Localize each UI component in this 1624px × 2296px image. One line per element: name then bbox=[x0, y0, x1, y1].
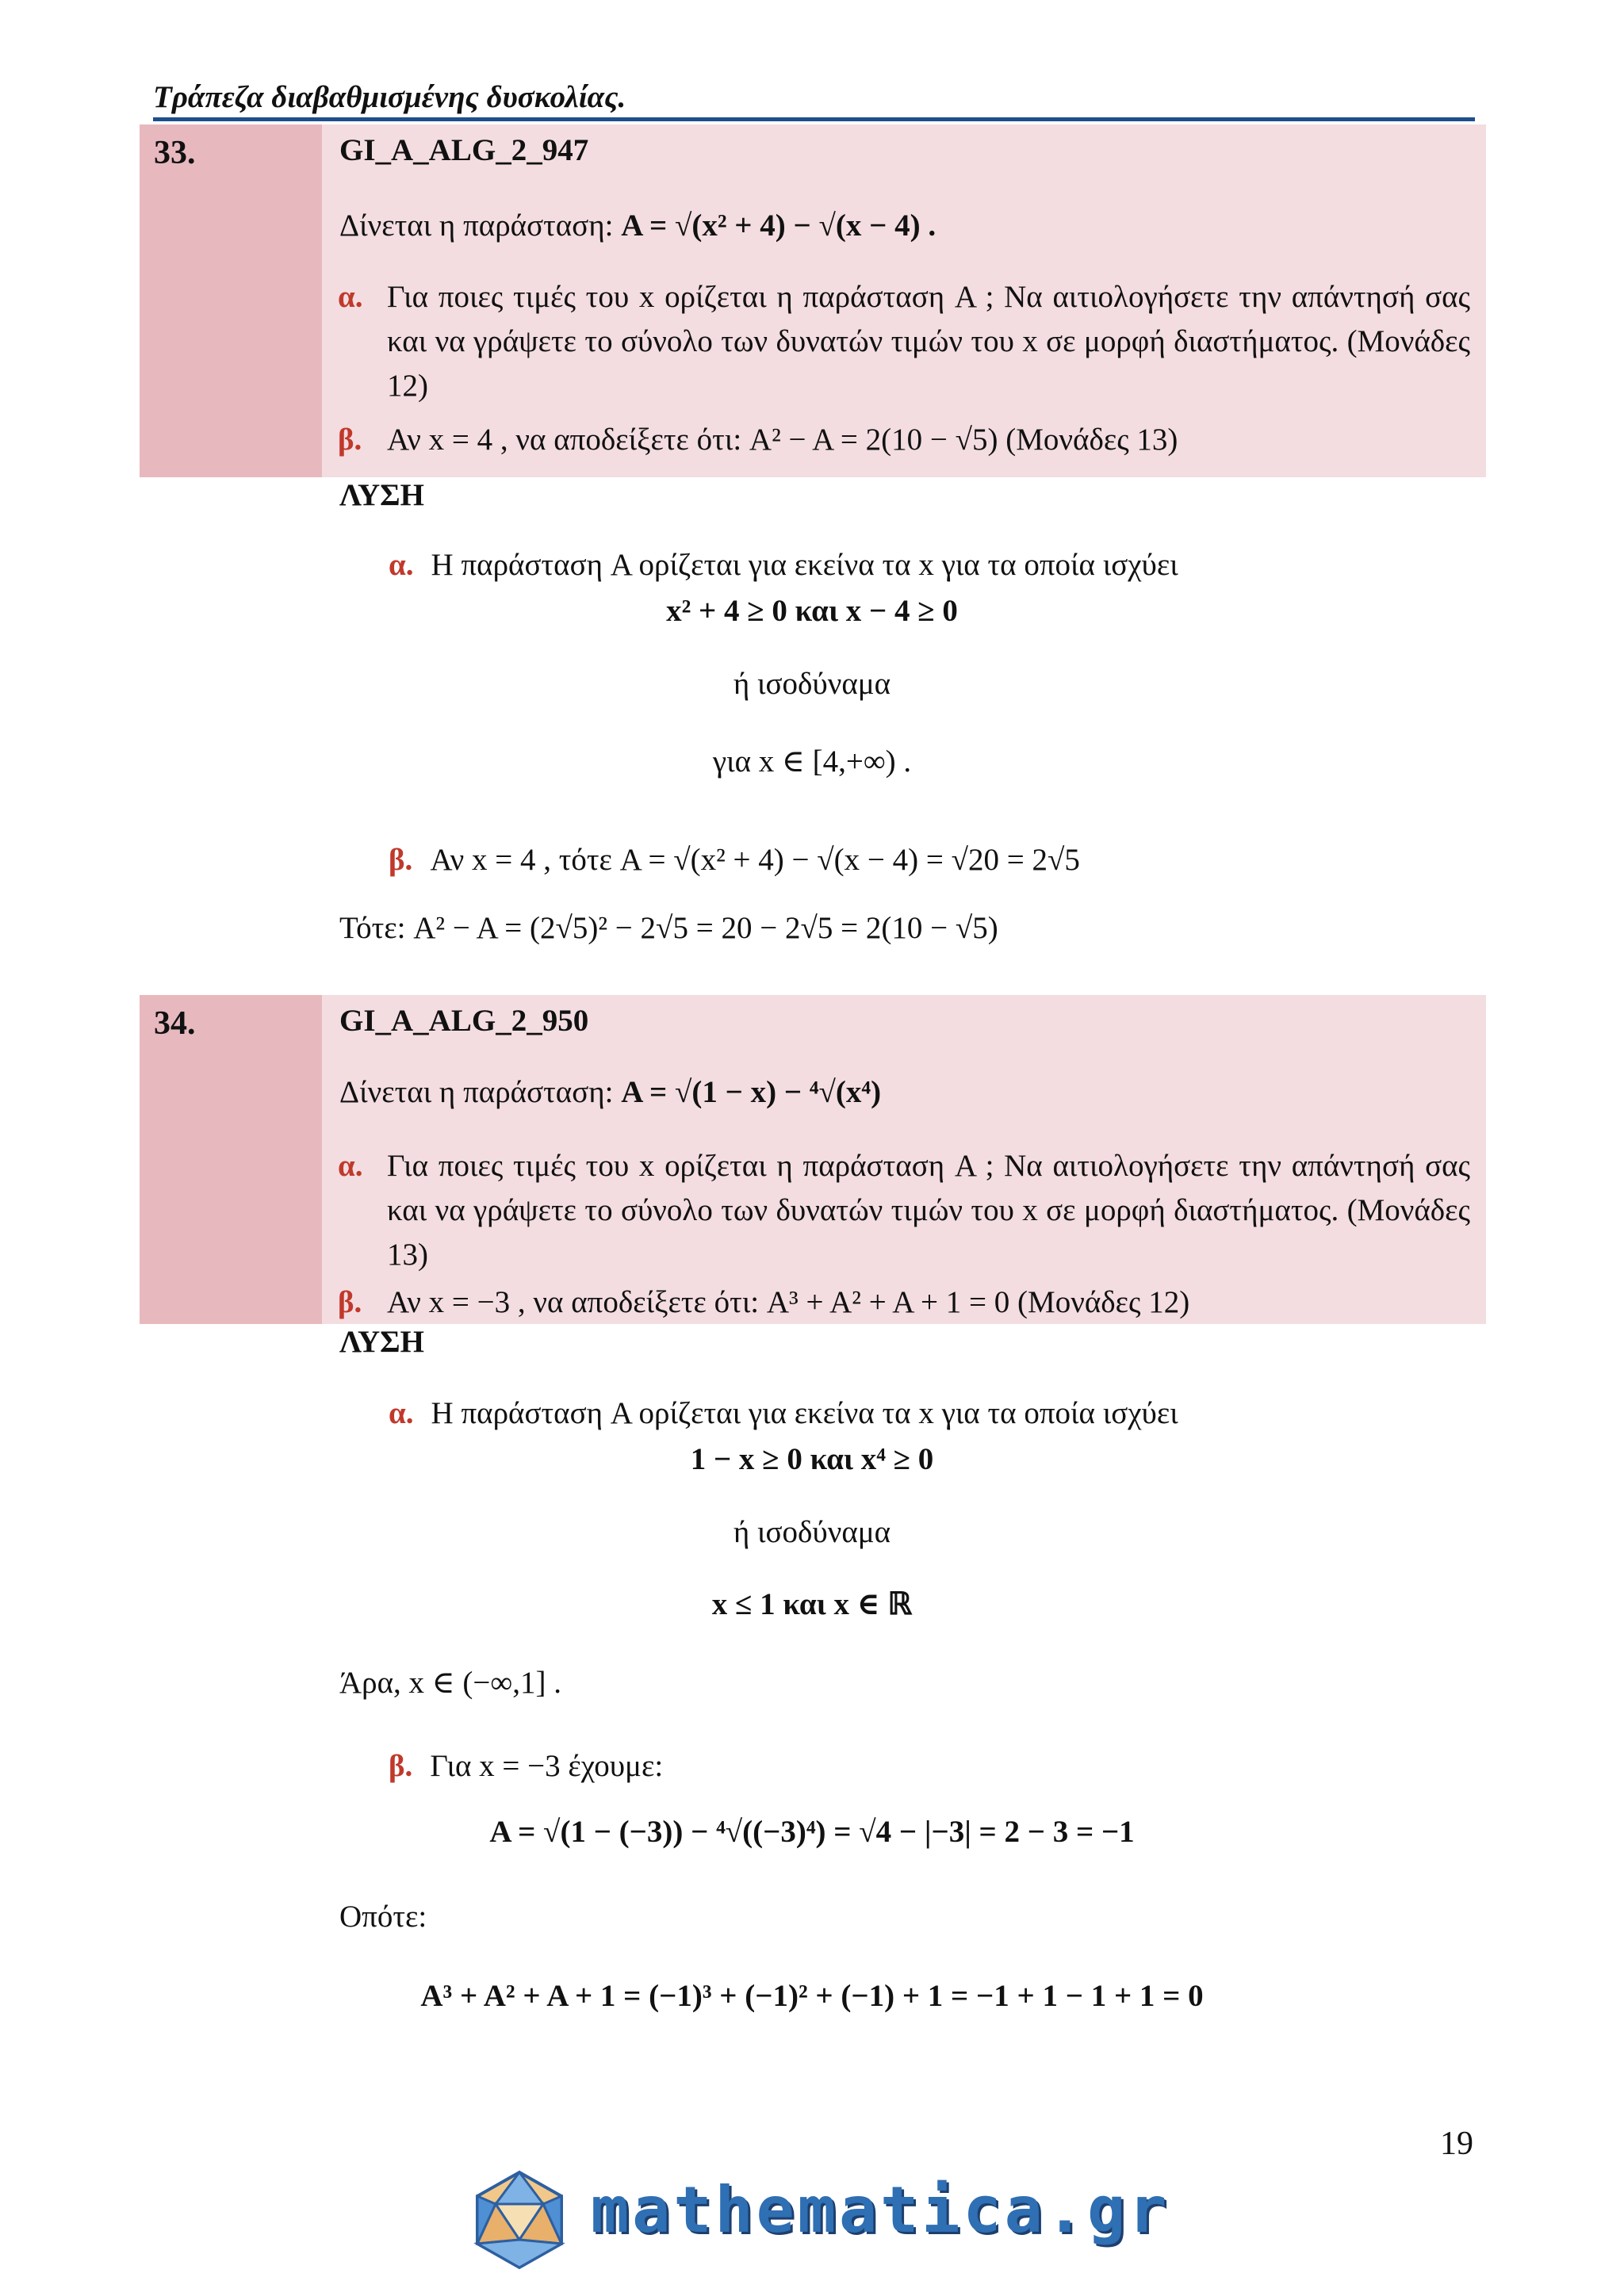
logo-text: mathematica.gr bbox=[591, 2173, 1170, 2247]
solution-b-marker: β. bbox=[389, 843, 413, 877]
solution-a-equivalent: ή ισοδύναμα bbox=[733, 667, 891, 701]
solution-heading: ΛΥΣΗ bbox=[339, 478, 424, 512]
part-a-question bbox=[338, 1144, 1470, 1277]
solution-a-interval: για x ∈ [4,+∞) . bbox=[712, 744, 912, 779]
solution-b-result: A³ + A² + A + 1 = (−1)³ + (−1)² + (−1) + 1 = −1 + 1 − 1 + 1 = 0 bbox=[420, 1979, 1204, 2013]
part-a-text: Για ποιες τιμές του x ορίζεται η παράσταση A ; Να αιτιολογήσετε την απάντησή σας και να γράψετε το σύνολο των δυνατών τιμών του x σε μορφή διαστήματος. (Μονάδες 12) bbox=[387, 280, 1470, 403]
polyhedron-logo-icon bbox=[468, 2168, 571, 2271]
solution-a-condition: x² + 4 ≥ 0 και x − 4 ≥ 0 bbox=[666, 594, 958, 628]
part-b-text: Αν x = 4 , να αποδείξετε ότι: A² − A = 2(10 − √5) (Μονάδες 13) bbox=[387, 423, 1178, 457]
solution-a-marker: α. bbox=[389, 1396, 414, 1430]
solution-a-line bbox=[389, 547, 1178, 583]
problem-34-box bbox=[140, 995, 1486, 1324]
solution-b-computation: A = √(1 − (−3)) − ⁴√((−3)⁴) = √4 − |−3| = 2 − 3 = −1 bbox=[489, 1815, 1135, 1849]
site-logo[interactable] bbox=[468, 2168, 1182, 2263]
given-prefix: Δίνεται η παράσταση: bbox=[339, 1075, 614, 1109]
solution-a-text: Η παράσταση A ορίζεται για εκείνα τα x για τα οποία ισχύει bbox=[431, 548, 1178, 582]
given-prefix: Δίνεται η παράσταση: bbox=[339, 209, 614, 243]
header-title: Τράπεζα διαβαθμισμένης δυσκολίας. bbox=[153, 80, 626, 114]
given-statement bbox=[339, 208, 936, 243]
given-formula: A = √(1 − x) − ⁴√(x⁴) bbox=[621, 1075, 882, 1109]
solution-a-condition: 1 − x ≥ 0 και x⁴ ≥ 0 bbox=[690, 1442, 934, 1476]
solution-a-domain: x ≤ 1 και x ∈ ℝ bbox=[711, 1587, 913, 1621]
problem-number-cell bbox=[140, 124, 322, 477]
solution-b-line bbox=[389, 842, 1080, 878]
page-number: 19 bbox=[1440, 2126, 1473, 2162]
problem-code: GI_A_ALG_2_950 bbox=[339, 1004, 589, 1038]
problem-33-box bbox=[140, 124, 1486, 477]
solution-b-text: Για x = −3 έχουμε: bbox=[430, 1749, 664, 1783]
solution-a-interval: Άρα, x ∈ (−∞,1] . bbox=[339, 1666, 561, 1700]
header-divider bbox=[153, 117, 1475, 121]
part-a-marker: α. bbox=[338, 280, 363, 314]
solution-b-result: Τότε: A² − A = (2√5)² − 2√5 = 20 − 2√5 = 2(10 − √5) bbox=[339, 911, 998, 945]
part-a-question bbox=[338, 275, 1470, 408]
problem-number: 33. bbox=[154, 135, 196, 171]
solution-a-marker: α. bbox=[389, 548, 414, 582]
solution-b-marker: β. bbox=[389, 1749, 413, 1783]
part-b-question bbox=[338, 418, 1470, 462]
solution-a-line bbox=[389, 1395, 1178, 1431]
part-b-marker: β. bbox=[338, 1285, 362, 1319]
solution-a-text: Η παράσταση A ορίζεται για εκείνα τα x για τα οποία ισχύει bbox=[431, 1396, 1178, 1430]
problem-code: GI_A_ALG_2_947 bbox=[339, 133, 589, 167]
solution-b-therefore: Οπότε: bbox=[339, 1900, 427, 1934]
part-b-question bbox=[338, 1280, 1470, 1325]
problem-number: 34. bbox=[154, 1005, 196, 1042]
solution-a-equivalent: ή ισοδύναμα bbox=[733, 1515, 891, 1549]
problem-number-cell bbox=[140, 995, 322, 1324]
part-b-marker: β. bbox=[338, 423, 362, 457]
given-formula: A = √(x² + 4) − √(x − 4) . bbox=[621, 209, 936, 243]
part-a-text: Για ποιες τιμές του x ορίζεται η παράσταση A ; Να αιτιολογήσετε την απάντησή σας και να γράψετε το σύνολο των δυνατών τιμών του x σε μορφή διαστήματος. (Μονάδες 13) bbox=[387, 1149, 1470, 1272]
part-a-marker: α. bbox=[338, 1149, 363, 1183]
solution-b-text: Αν x = 4 , τότε A = √(x² + 4) − √(x − 4) = √20 = 2√5 bbox=[430, 843, 1080, 877]
solution-b-line bbox=[389, 1748, 663, 1784]
given-statement bbox=[339, 1074, 881, 1110]
part-b-text: Αν x = −3 , να αποδείξετε ότι: A³ + A² + A + 1 = 0 (Μονάδες 12) bbox=[387, 1285, 1190, 1319]
solution-heading: ΛΥΣΗ bbox=[339, 1325, 424, 1359]
